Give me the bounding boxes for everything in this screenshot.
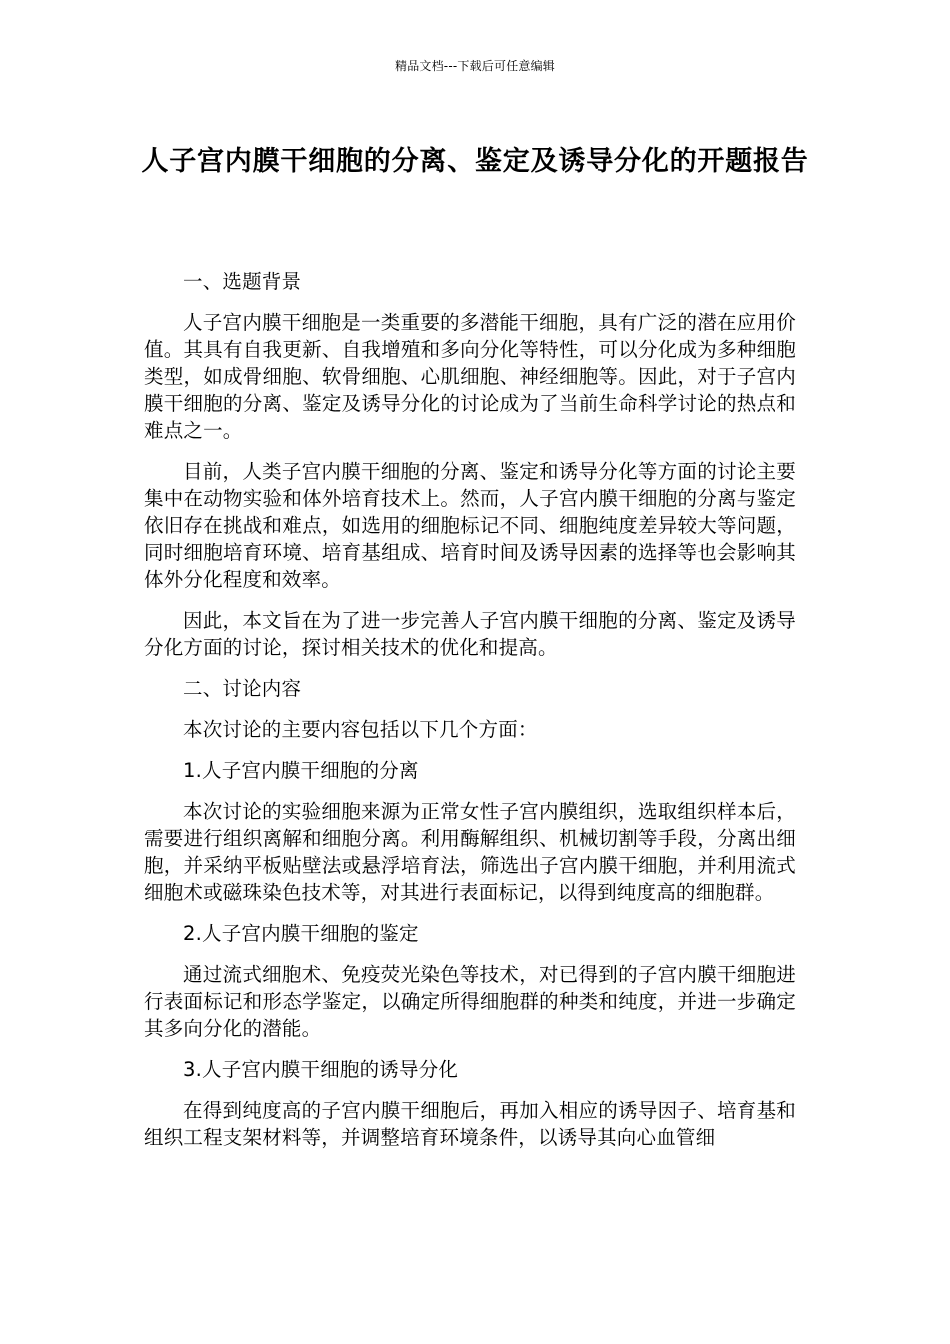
subheading-differentiation: 3.人子宫内膜干细胞的诱导分化 — [183, 1058, 459, 1081]
paragraph-background-3: 因此，本文旨在为了进一步完善人子宫内膜干细胞的分离、鉴定及诱导分化方面的讨论，探讨相关技术的优化和提高。 — [144, 609, 796, 659]
paragraph-background-1: 人子宫内膜干细胞是一类重要的多潜能干细胞，具有广泛的潜在应用价值。其具有自我更新、自我增殖和多向分化等特性，可以分化成为多种细胞类型，如成骨细胞、软骨细胞、心肌细胞、神经细胞等。因此，对于子宫内膜干细胞的分离、鉴定及诱导分化的讨论成为了当前生命科学讨论的热点和难点之一。 — [144, 311, 796, 442]
section-heading-content: 二、讨论内容 — [183, 677, 302, 700]
paragraph-content-intro: 本次讨论的主要内容包括以下几个方面： — [183, 718, 538, 741]
subheading-isolation: 1.人子宫内膜干细胞的分离 — [183, 759, 419, 782]
paragraph-isolation: 本次讨论的实验细胞来源为正常女性子宫内膜组织，选取组织样本后，需要进行组织离解和细胞分离。利用酶解组织、机械切割等手段，分离出细胞，并采纳平板贴壁法或悬浮培育法，筛选出子宫内膜干细胞，并利用流式细胞术或磁珠染色技术等，对其进行表面标记，以得到纯度高的细胞群。 — [144, 800, 796, 904]
paragraph-identification: 通过流式细胞术、免疫荧光染色等技术，对已得到的子宫内膜干细胞进行表面标记和形态学鉴定，以确定所得细胞群的种类和纯度，并进一步确定其多向分化的潜能。 — [144, 963, 796, 1040]
subheading-identification: 2.人子宫内膜干细胞的鉴定 — [183, 922, 419, 945]
paragraph-differentiation: 在得到纯度高的子宫内膜干细胞后，再加入相应的诱导因子、培育基和组织工程支架材料等，并调整培育环境条件，以诱导其向心血管细 — [144, 1099, 796, 1149]
header-note: 精品文档---下载后可任意编辑 — [395, 59, 555, 73]
document-body — [144, 268, 796, 1165]
paragraph-background-2: 目前，人类子宫内膜干细胞的分离、鉴定和诱导分化等方面的讨论主要集中在动物实验和体外培育技术上。然而，人子宫内膜干细胞的分离与鉴定依旧存在挑战和难点，如选用的细胞标记不同、细胞纯度差异较大等问题，同时细胞培育环境、培育基组成、培育时间及诱导因素的选择等也会影响其体外分化程度和效率。 — [144, 460, 796, 591]
section-heading-background: 一、选题背景 — [183, 270, 302, 293]
document-title: 人子宫内膜干细胞的分离、鉴定及诱导分化的开题报告 — [141, 146, 809, 177]
